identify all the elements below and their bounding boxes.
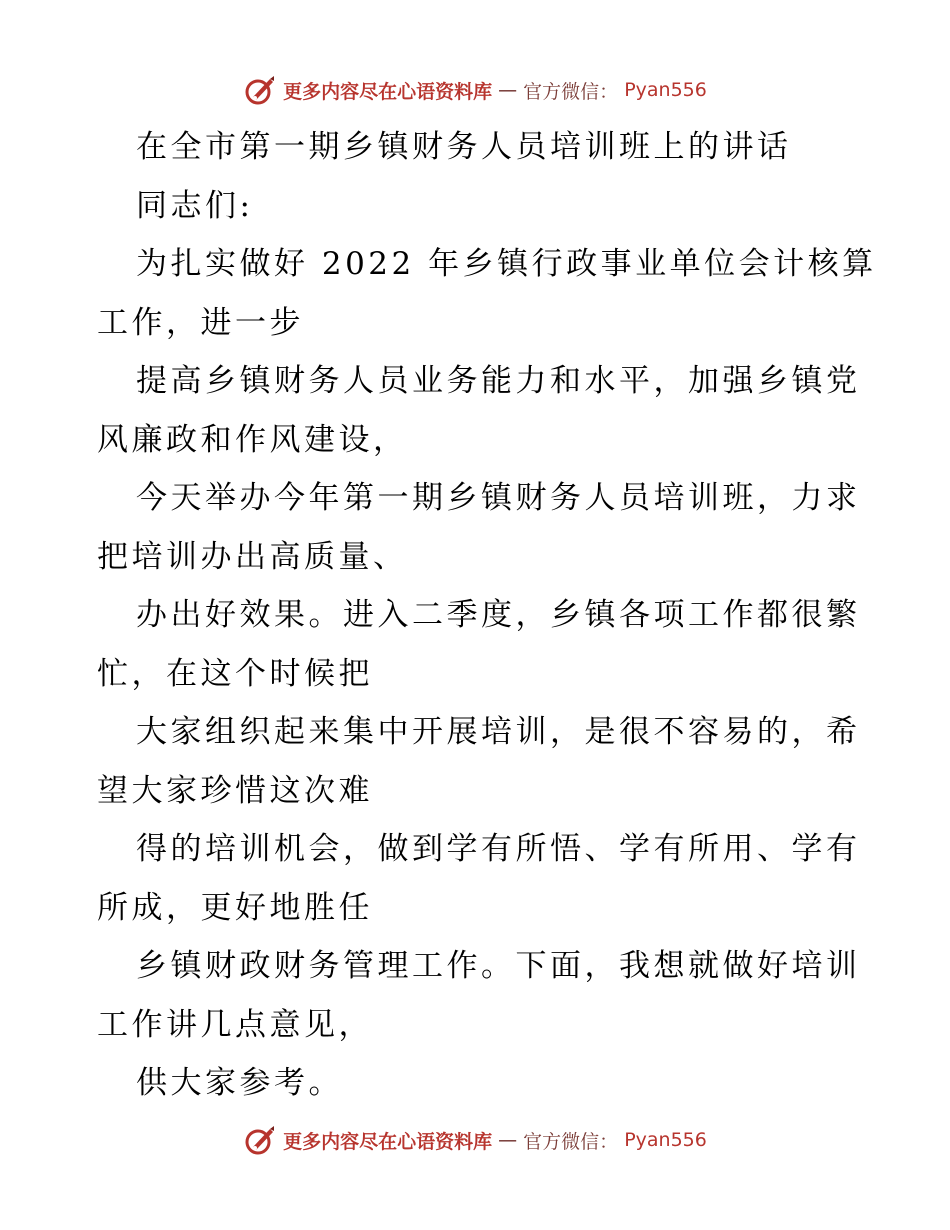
document-title: 在全市第一期乡镇财务人员培训班上的讲话 [136,129,792,165]
paragraph-line: 办出好效果。进入二季度，乡镇各项工作都很繁 [136,597,861,633]
paragraph-line: 今天举办今年第一期乡镇财务人员培训班，力求 [136,480,861,516]
paragraph-line: 把培训办出高质量、 [97,538,408,575]
document-greeting: 同志们: [136,187,254,224]
paragraph-line: 工作讲几点意见， [97,1006,373,1043]
paragraph-line: 风廉政和作风建设， [97,421,408,458]
watermark-label: 官方微信： [523,80,619,103]
watermark-wechat-id: Pyan556 [624,1129,707,1151]
paragraph-line: 得的培训机会，做到学有所悟、学有所用、学有 [136,831,861,867]
paragraph-line: 所成，更好地胜任 [97,889,373,926]
watermark-brand: 更多内容尽在心语资料库 [283,80,493,103]
paragraph-line: 为扎实做好 2022 年乡镇行政事业单位会计核算 [136,246,877,282]
paragraph-line: 望大家珍惜这次难 [97,772,373,809]
document-closing: 供大家参考。 [136,1065,343,1101]
paragraph-line: 大家组织起来集中开展培训，是很不容易的，希 [136,714,861,750]
paragraph-line: 提高乡镇财务人员业务能力和水平，加强乡镇党 [136,363,861,399]
watermark-label: 官方微信： [523,1130,619,1153]
watermark-header [0,70,950,110]
watermark-footer [0,1120,950,1160]
paragraph-line: 工作，进一步 [97,304,304,341]
paragraph-line: 忙，在这个时候把 [97,655,373,692]
watermark-separator: — [498,79,518,101]
paragraph-line: 乡镇财政财务管理工作。下面，我想就做好培训 [136,948,861,984]
watermark-separator: — [498,1129,518,1151]
quill-pen-logo-icon [243,1123,277,1157]
quill-pen-logo-icon [243,73,277,107]
watermark-brand: 更多内容尽在心语资料库 [283,1130,493,1153]
watermark-wechat-id: Pyan556 [624,79,707,101]
document-body [97,118,877,1113]
